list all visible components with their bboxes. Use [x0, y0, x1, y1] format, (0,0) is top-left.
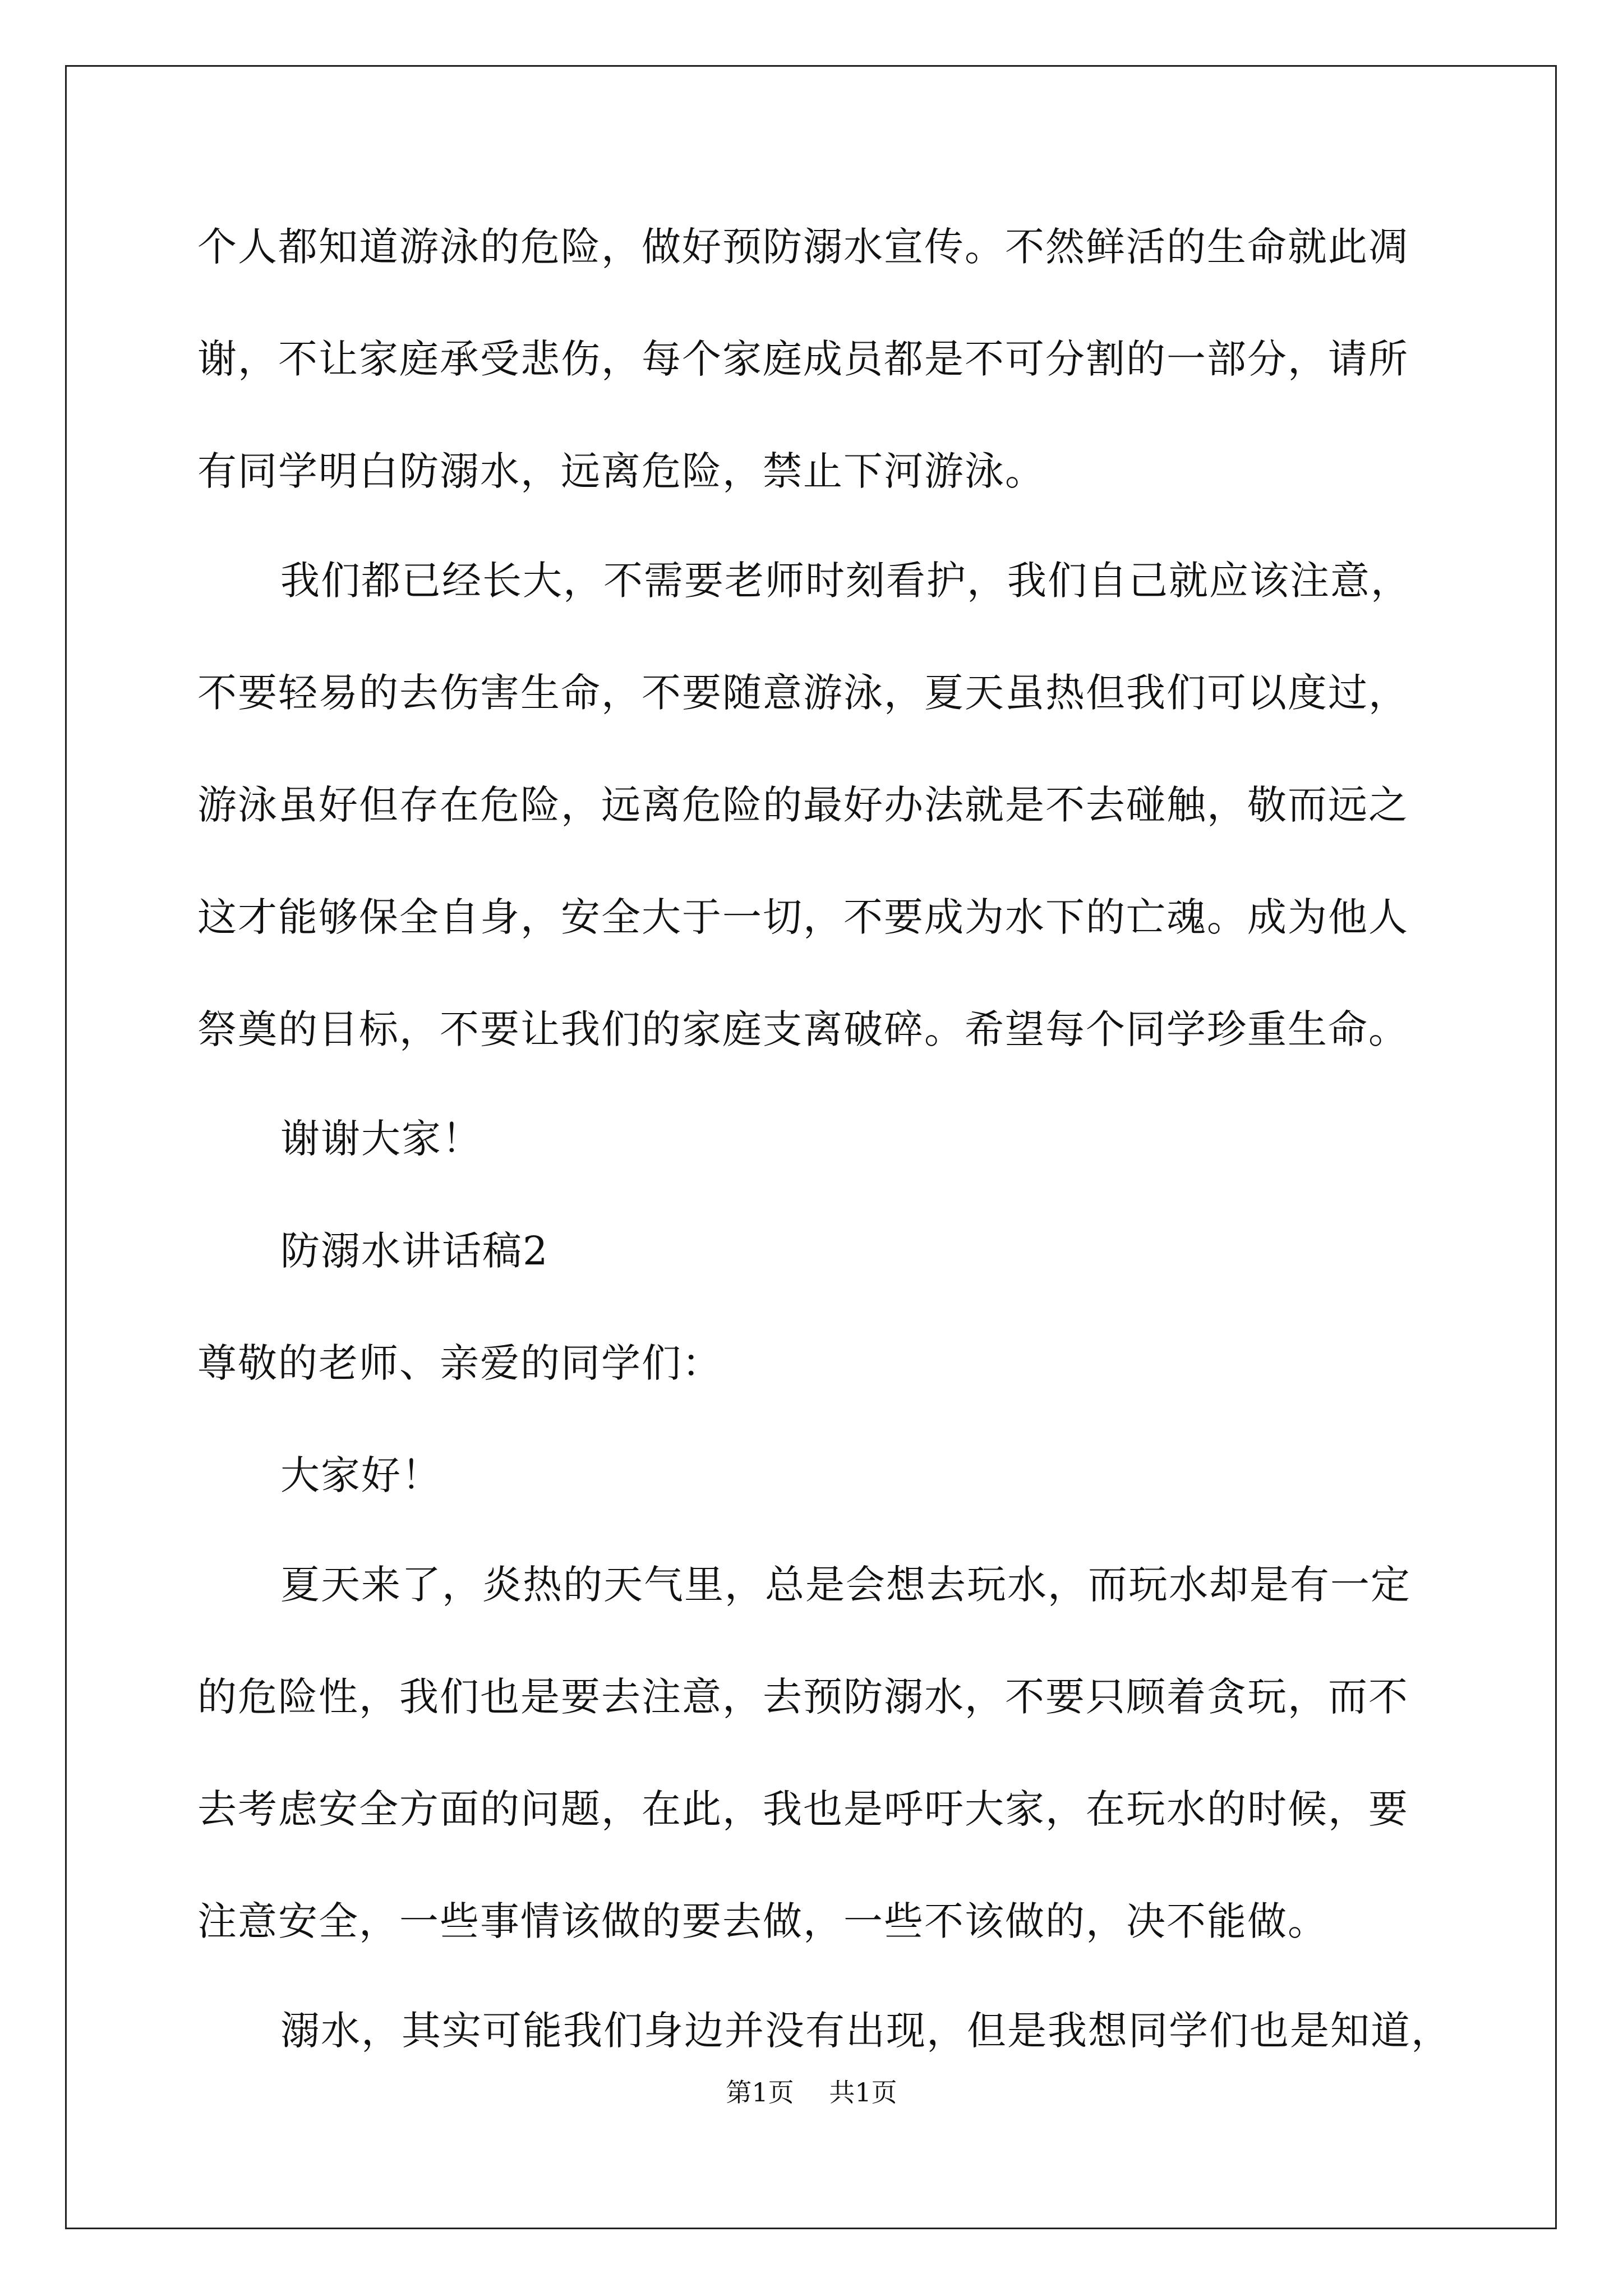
text-line: 不要轻易的去伤害生命，不要随意游泳，夏天虽热但我们可以度过， [197, 670, 1409, 716]
text-line: 这才能够保全自身，安全大于一切，不要成为水下的亡魂。成为他人 [197, 894, 1409, 940]
text-line: 的危险性，我们也是要去注意，去预防溺水，不要只顾着贪玩，而不 [197, 1674, 1409, 1720]
page-footer [0, 2076, 1623, 2109]
text-line: 溺水，其实可能我们身边并没有出现，但是我想同学们也是知道， [280, 2008, 1451, 2054]
text-line: 去考虑安全方面的问题，在此，我也是呼吁大家，在玩水的时候，要 [197, 1786, 1409, 1832]
section-heading: 防溺水讲话稿2 [280, 1228, 549, 1274]
text-line: 我们都已经长大，不需要老师时刻看护，我们自己就应该注意， [280, 558, 1411, 604]
greeting: 大家好！ [280, 1452, 442, 1498]
text-line: 夏天来了，炎热的天气里，总是会想去玩水，而玩水却是有一定 [280, 1562, 1411, 1608]
text-line: 有同学明白防溺水，远离危险，禁止下河游泳。 [197, 448, 1045, 494]
text-line: 谢，不让家庭承受悲伤，每个家庭成员都是不可分割的一部分，请所 [197, 336, 1409, 382]
page-total: 共1页 [829, 2077, 897, 2108]
text-line: 注意安全，一些事情该做的要去做，一些不该做的，决不能做。 [197, 1898, 1328, 1944]
text-line: 谢谢大家！ [280, 1116, 482, 1162]
text-line: 个人都知道游泳的危险，做好预防溺水宣传。不然鲜活的生命就此凋 [197, 224, 1409, 270]
page-number: 第1页 [726, 2077, 794, 2108]
text-line: 游泳虽好但存在危险，远离危险的最好办法就是不去碰触，敬而远之 [197, 782, 1409, 828]
salutation: 尊敬的老师、亲爱的同学们： [197, 1340, 722, 1386]
text-line: 祭奠的目标，不要让我们的家庭支离破碎。希望每个同学珍重生命。 [197, 1006, 1409, 1052]
